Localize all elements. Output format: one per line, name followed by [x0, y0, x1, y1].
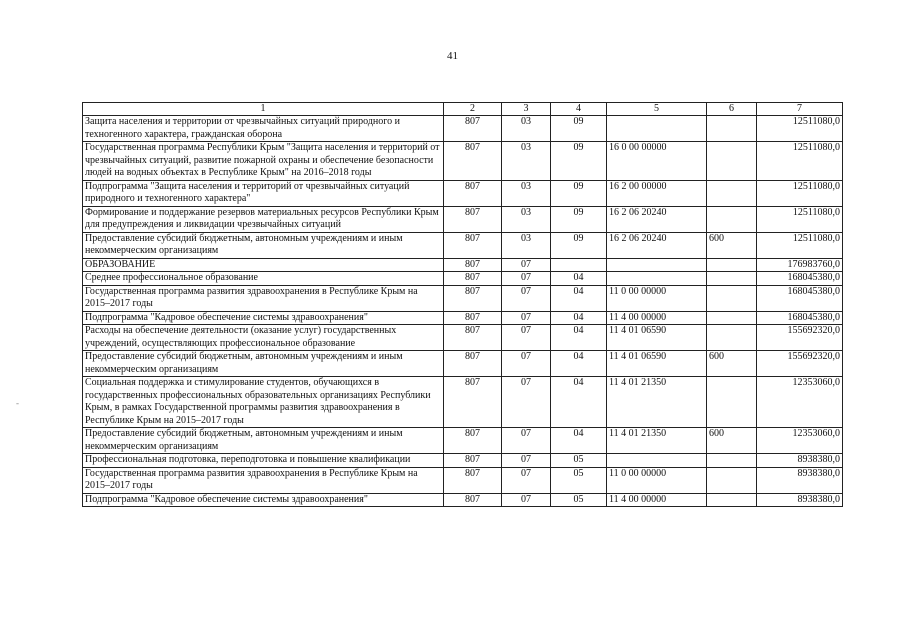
cell-subsection	[551, 258, 607, 272]
cell-target-item	[607, 272, 707, 286]
cell-subsection: 04	[551, 272, 607, 286]
cell-target-item: 11 4 00 00000	[607, 311, 707, 325]
cell-name: Подпрограмма "Защита населения и территорий от чрезвычайных ситуаций природного и техногенного характера"	[83, 180, 444, 206]
cell-target-item: 16 0 00 00000	[607, 142, 707, 181]
table-row	[83, 311, 843, 325]
cell-section: 07	[502, 272, 551, 286]
cell-name: Профессиональная подготовка, переподготовка и повышение квалификации	[83, 454, 444, 468]
page-number: 41	[447, 50, 458, 62]
cell-expense-type	[707, 493, 757, 507]
table-row	[83, 454, 843, 468]
cell-section: 07	[502, 311, 551, 325]
cell-subsection: 09	[551, 206, 607, 232]
table-row	[83, 467, 843, 493]
cell-section: 03	[502, 180, 551, 206]
cell-section: 03	[502, 142, 551, 181]
cell-name: Расходы на обеспечение деятельности (оказание услуг) государственных учреждений, осуществляющих профессиональное образование	[83, 325, 444, 351]
cell-section: 03	[502, 206, 551, 232]
table-row	[83, 428, 843, 454]
table-row	[83, 493, 843, 507]
table-row	[83, 377, 843, 428]
cell-group: 807	[444, 493, 502, 507]
header-col-2: 2	[444, 103, 502, 116]
cell-name: Подпрограмма "Кадровое обеспечение системы здравоохранения"	[83, 311, 444, 325]
cell-group: 807	[444, 377, 502, 428]
cell-subsection: 04	[551, 351, 607, 377]
cell-name: ОБРАЗОВАНИЕ	[83, 258, 444, 272]
table-row	[83, 272, 843, 286]
cell-section: 07	[502, 493, 551, 507]
header-col-3: 3	[502, 103, 551, 116]
cell-expense-type	[707, 311, 757, 325]
cell-expense-type	[707, 116, 757, 142]
cell-subsection: 04	[551, 285, 607, 311]
header-col-6: 6	[707, 103, 757, 116]
cell-amount: 8938380,0	[757, 467, 843, 493]
margin-mark: -	[16, 398, 19, 408]
cell-target-item: 16 2 00 00000	[607, 180, 707, 206]
cell-amount: 12511080,0	[757, 142, 843, 181]
cell-section: 07	[502, 428, 551, 454]
header-col-5: 5	[607, 103, 707, 116]
table-header-row	[83, 103, 843, 116]
cell-subsection: 09	[551, 180, 607, 206]
header-col-1: 1	[83, 103, 444, 116]
cell-expense-type	[707, 272, 757, 286]
cell-expense-type	[707, 285, 757, 311]
cell-expense-type: 600	[707, 351, 757, 377]
cell-section: 07	[502, 377, 551, 428]
cell-section: 07	[502, 285, 551, 311]
cell-amount: 168045380,0	[757, 311, 843, 325]
cell-amount: 12353060,0	[757, 428, 843, 454]
cell-subsection: 09	[551, 232, 607, 258]
cell-name: Социальная поддержка и стимулирование студентов, обучающихся в государственных профессиональных образовательных организациях Республики Крым, в рамках Государственной программы развития здравоохранения в Республике Крым на 2015–2017 годы	[83, 377, 444, 428]
cell-expense-type	[707, 206, 757, 232]
header-col-4: 4	[551, 103, 607, 116]
cell-name: Среднее профессиональное образование	[83, 272, 444, 286]
table-row	[83, 116, 843, 142]
cell-expense-type	[707, 467, 757, 493]
cell-expense-type	[707, 142, 757, 181]
cell-subsection: 09	[551, 142, 607, 181]
table-row	[83, 142, 843, 181]
cell-group: 807	[444, 142, 502, 181]
cell-subsection: 05	[551, 493, 607, 507]
cell-group: 807	[444, 180, 502, 206]
cell-expense-type	[707, 377, 757, 428]
cell-amount: 176983760,0	[757, 258, 843, 272]
table-row	[83, 351, 843, 377]
cell-target-item: 11 4 01 06590	[607, 351, 707, 377]
cell-group: 807	[444, 272, 502, 286]
cell-name: Защита населения и территории от чрезвычайных ситуаций природного и техногенного характера, гражданская оборона	[83, 116, 444, 142]
cell-expense-type	[707, 454, 757, 468]
cell-target-item	[607, 116, 707, 142]
cell-amount: 8938380,0	[757, 454, 843, 468]
table-body	[83, 116, 843, 507]
cell-target-item: 11 4 01 21350	[607, 377, 707, 428]
cell-name: Предоставление субсидий бюджетным, автономным учреждениям и иным некоммерческим организациям	[83, 428, 444, 454]
cell-expense-type	[707, 325, 757, 351]
cell-name: Предоставление субсидий бюджетным, автономным учреждениям и иным некоммерческим организациям	[83, 232, 444, 258]
cell-target-item: 16 2 06 20240	[607, 206, 707, 232]
cell-section: 07	[502, 454, 551, 468]
cell-target-item	[607, 454, 707, 468]
cell-subsection: 05	[551, 467, 607, 493]
cell-section: 03	[502, 232, 551, 258]
cell-target-item: 11 4 00 00000	[607, 493, 707, 507]
cell-group: 807	[444, 206, 502, 232]
cell-group: 807	[444, 258, 502, 272]
cell-name: Государственная программа развития здравоохранения в Республике Крым на 2015–2017 годы	[83, 285, 444, 311]
cell-group: 807	[444, 351, 502, 377]
cell-section: 03	[502, 116, 551, 142]
cell-amount: 155692320,0	[757, 351, 843, 377]
cell-amount: 12353060,0	[757, 377, 843, 428]
header-col-7: 7	[757, 103, 843, 116]
cell-target-item: 11 4 01 21350	[607, 428, 707, 454]
cell-target-item: 11 0 00 00000	[607, 467, 707, 493]
table-row	[83, 325, 843, 351]
cell-group: 807	[444, 454, 502, 468]
cell-section: 07	[502, 467, 551, 493]
cell-target-item: 11 4 01 06590	[607, 325, 707, 351]
cell-group: 807	[444, 325, 502, 351]
cell-amount: 12511080,0	[757, 232, 843, 258]
table-row	[83, 206, 843, 232]
budget-table	[82, 102, 843, 507]
cell-amount: 155692320,0	[757, 325, 843, 351]
cell-name: Государственная программа развития здравоохранения в Республике Крым на 2015–2017 годы	[83, 467, 444, 493]
cell-subsection: 04	[551, 377, 607, 428]
table-row	[83, 232, 843, 258]
cell-name: Государственная программа Республики Крым "Защита населения и территорий от чрезвычайных ситуаций, развитие пожарной охраны и обеспечение безопасности людей на водных объектах в Республике Крым" на 2016–2018 годы	[83, 142, 444, 181]
cell-section: 07	[502, 258, 551, 272]
cell-amount: 168045380,0	[757, 272, 843, 286]
cell-expense-type	[707, 258, 757, 272]
cell-amount: 12511080,0	[757, 180, 843, 206]
cell-amount: 12511080,0	[757, 116, 843, 142]
cell-subsection: 04	[551, 311, 607, 325]
cell-name: Предоставление субсидий бюджетным, автономным учреждениям и иным некоммерческим организациям	[83, 351, 444, 377]
cell-group: 807	[444, 467, 502, 493]
cell-target-item	[607, 258, 707, 272]
table-row	[83, 180, 843, 206]
cell-subsection: 05	[551, 454, 607, 468]
cell-group: 807	[444, 116, 502, 142]
cell-subsection: 04	[551, 325, 607, 351]
cell-expense-type: 600	[707, 232, 757, 258]
cell-expense-type	[707, 180, 757, 206]
table-row	[83, 285, 843, 311]
cell-amount: 8938380,0	[757, 493, 843, 507]
cell-amount: 168045380,0	[757, 285, 843, 311]
cell-expense-type: 600	[707, 428, 757, 454]
cell-group: 807	[444, 311, 502, 325]
cell-section: 07	[502, 351, 551, 377]
cell-target-item: 11 0 00 00000	[607, 285, 707, 311]
cell-subsection: 09	[551, 116, 607, 142]
cell-name: Подпрограмма "Кадровое обеспечение системы здравоохранения"	[83, 493, 444, 507]
cell-group: 807	[444, 285, 502, 311]
cell-target-item: 16 2 06 20240	[607, 232, 707, 258]
cell-name: Формирование и поддержание резервов материальных ресурсов Республики Крым для предупреждения и ликвидации чрезвычайных ситуаций	[83, 206, 444, 232]
cell-subsection: 04	[551, 428, 607, 454]
cell-section: 07	[502, 325, 551, 351]
cell-group: 807	[444, 232, 502, 258]
table-row	[83, 258, 843, 272]
cell-amount: 12511080,0	[757, 206, 843, 232]
cell-group: 807	[444, 428, 502, 454]
